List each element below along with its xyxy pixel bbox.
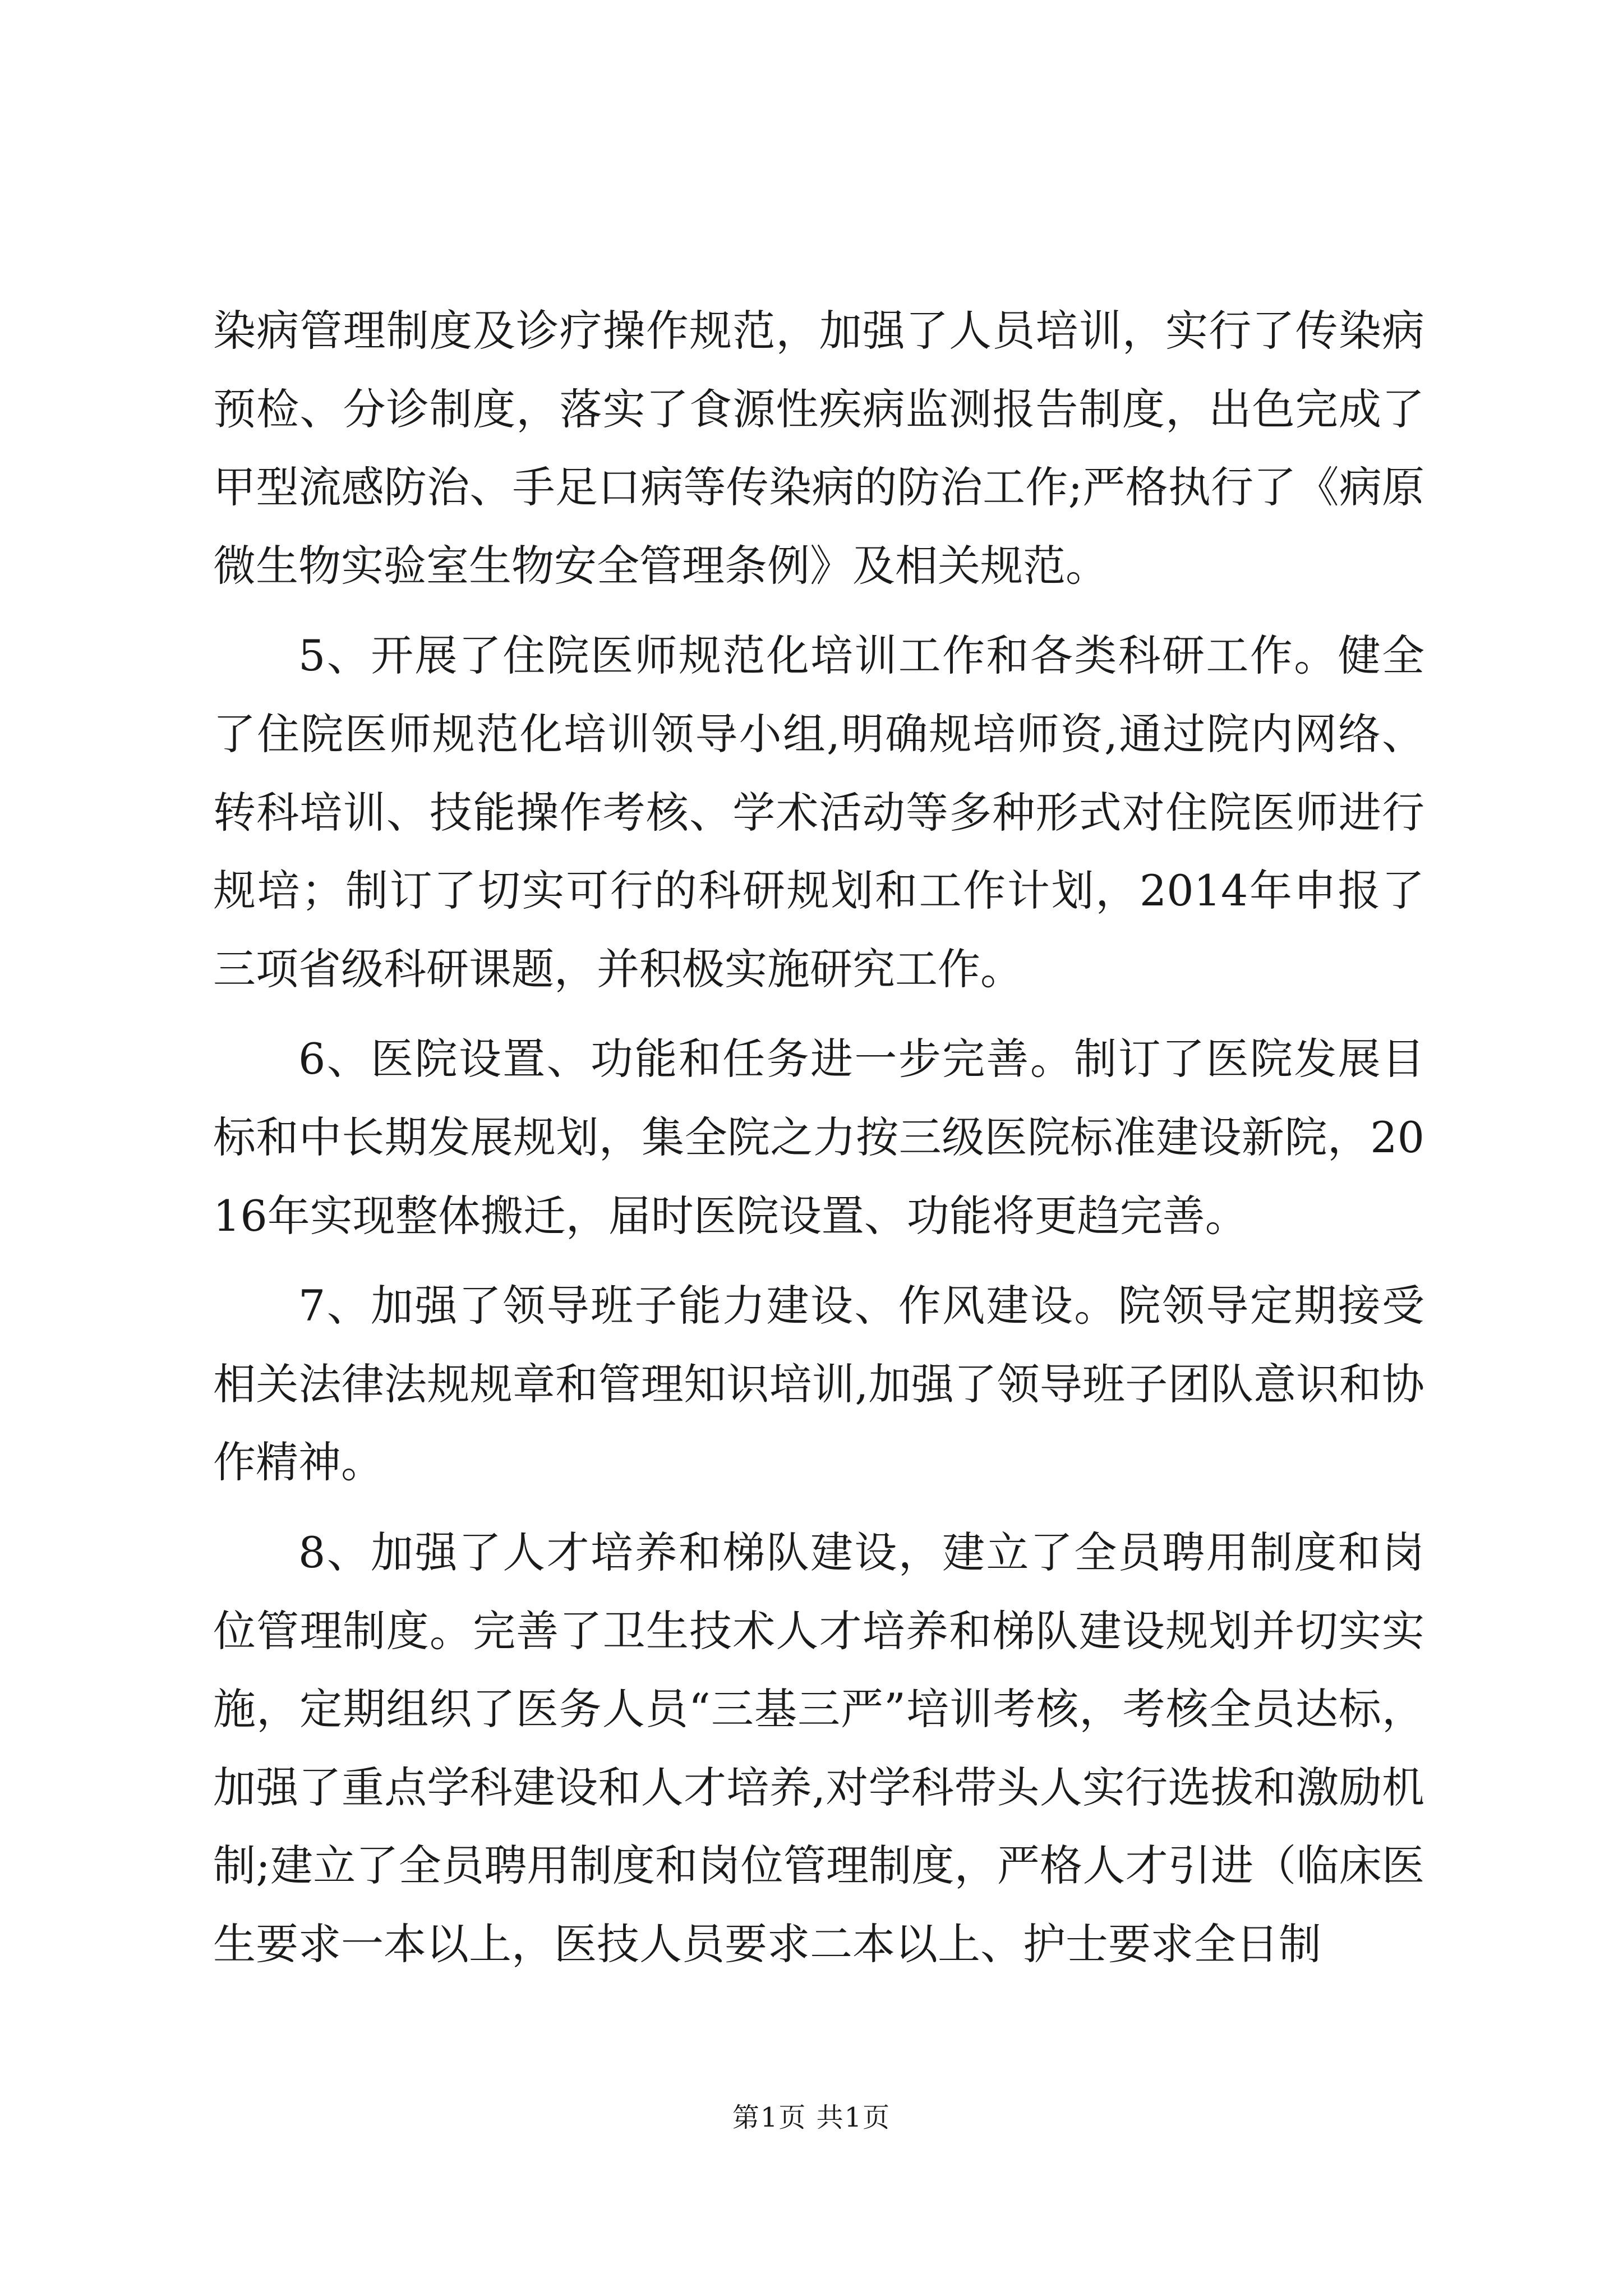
document-body (213, 292, 1424, 1995)
paragraph-item-8: 8、加强了人才培养和梯队建设，建立了全员聘用制度和岗位管理制度。完善了卫生技术人才培养和梯队建设规划并切实实施，定期组织了医务人员“三基三严”培训考核，考核全员达标，加强了重点学科建设和人才培养,对学科带头人实行选拔和激励机制;建立了全员聘用制度和岗位管理制度，严格人才引进（临床医生要求一本以上，医技人员要求二本以上、护士要求全日制 (213, 1527, 1424, 1969)
paragraph-item-6: 6、医院设置、功能和任务进一步完善。制订了医院发展目标和中长期发展规划，集全院之力按三级医院标准建设新院，2016年实现整体搬迁，届时医院设置、功能将更趋完善。 (213, 1034, 1424, 1241)
paragraph-continuation: 染病管理制度及诊疗操作规范，加强了人员培训，实行了传染病预检、分诊制度，落实了食源性疾病监测报告制度，出色完成了甲型流感防治、手足口病等传染病的防治工作;严格执行了《病原微生物实验室生物安全管理条例》及相关规范。 (213, 306, 1424, 591)
page-footer: 第1页 共1页 (732, 2102, 891, 2133)
paragraph-item-7: 7、加强了领导班子能力建设、作风建设。院领导定期接受相关法律法规规章和管理知识培训,加强了领导班子团队意识和协作精神。 (213, 1281, 1424, 1488)
paragraph-item-5: 5、开展了住院医师规范化培训工作和各类科研工作。健全了住院医师规范化培训领导小组,明确规培师资,通过院内网络、转科培训、技能操作考核、学术活动等多种形式对住院医师进行规培；制订了切实可行的科研规划和工作计划，2014年申报了三项省级科研课题，并积极实施研究工作。 (213, 631, 1424, 994)
